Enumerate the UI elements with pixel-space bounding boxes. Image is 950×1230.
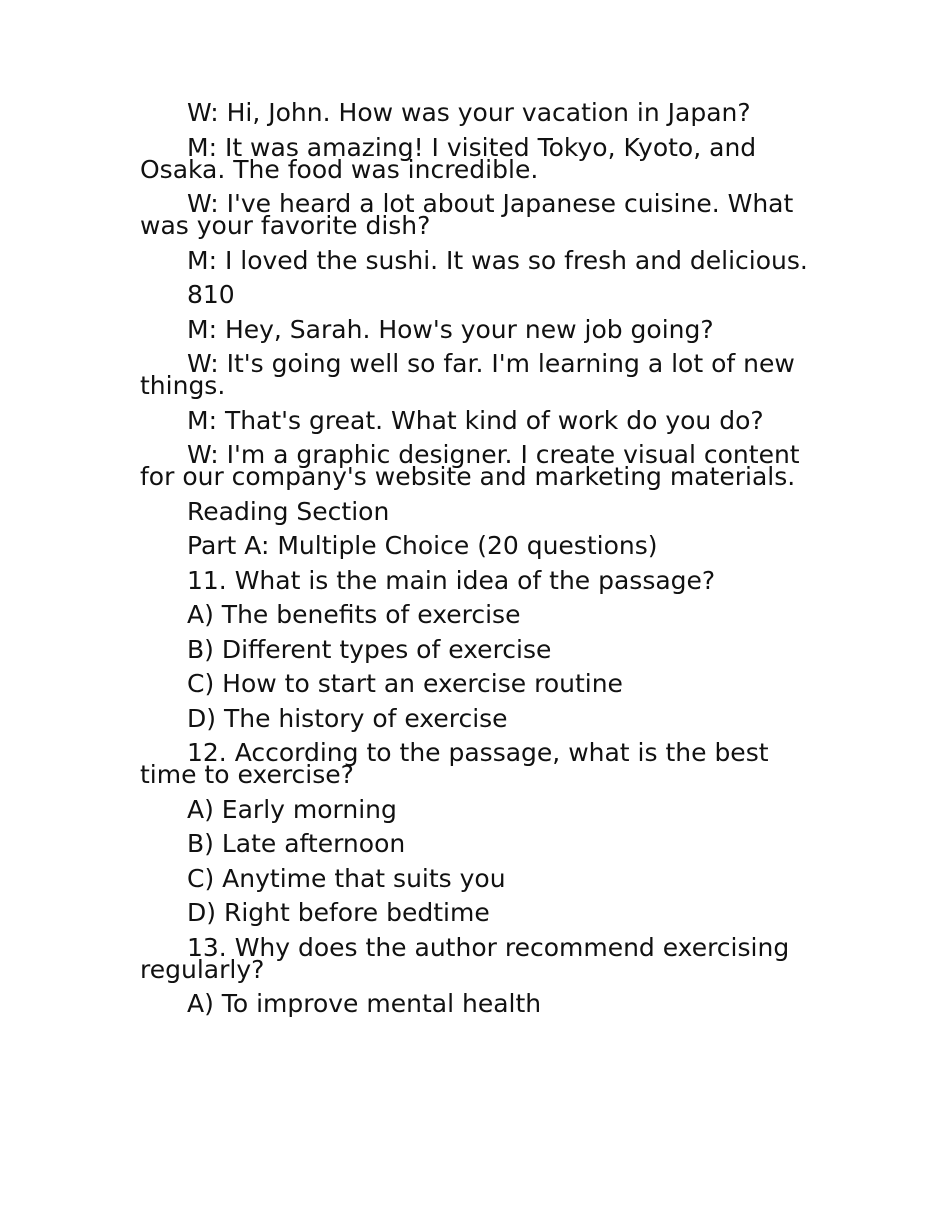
dialogue-line: M: It was amazing! I visited Tokyo, Kyoto, and Osaka. The food was incredible.: [140, 132, 757, 184]
answer-option: B) Different types of exercise: [187, 634, 552, 664]
section-heading: Reading Section: [187, 496, 390, 526]
dialogue-line: M: That's great. What kind of work do you do?: [187, 405, 764, 435]
answer-option: C) How to start an exercise routine: [187, 669, 623, 698]
dialogue-line: W: It's going well so far. I'm learning a lot of new things.: [140, 349, 795, 400]
answer-option: D) The history of exercise: [187, 703, 508, 733]
answer-option: D) Right before bedtime: [187, 898, 490, 927]
answer-option: A) Early morning: [187, 794, 397, 824]
question: 12. According to the passage, what is the best time to exercise?: [140, 738, 769, 789]
answer-option: B) Late afternoon: [187, 829, 406, 858]
dialogue-line: W: I've heard a lot about Japanese cuisine. What was your favorite dish?: [140, 189, 794, 240]
document-body: [140, 98, 815, 1028]
dialogue-line: M: I loved the sushi. It was so fresh and delicious.: [187, 245, 808, 275]
question: 11. What is the main idea of the passage?: [187, 565, 716, 595]
dialogue-line: M: Hey, Sarah. How's your new job going?: [187, 314, 714, 344]
item-number: 810: [187, 280, 235, 309]
dialogue-line: W: Hi, John. How was your vacation in Japan?: [187, 98, 751, 127]
answer-option: C) Anytime that suits you: [187, 863, 506, 893]
answer-option: A) The benefits of exercise: [187, 600, 521, 629]
dialogue-line: W: I'm a graphic designer. I create visual content for our company's website and marketing materials.: [140, 440, 800, 491]
question: 13. Why does the author recommend exercising regularly?: [140, 932, 790, 984]
part-heading: Part A: Multiple Choice (20 questions): [187, 531, 658, 560]
answer-option: A) To improve mental health: [187, 989, 542, 1018]
